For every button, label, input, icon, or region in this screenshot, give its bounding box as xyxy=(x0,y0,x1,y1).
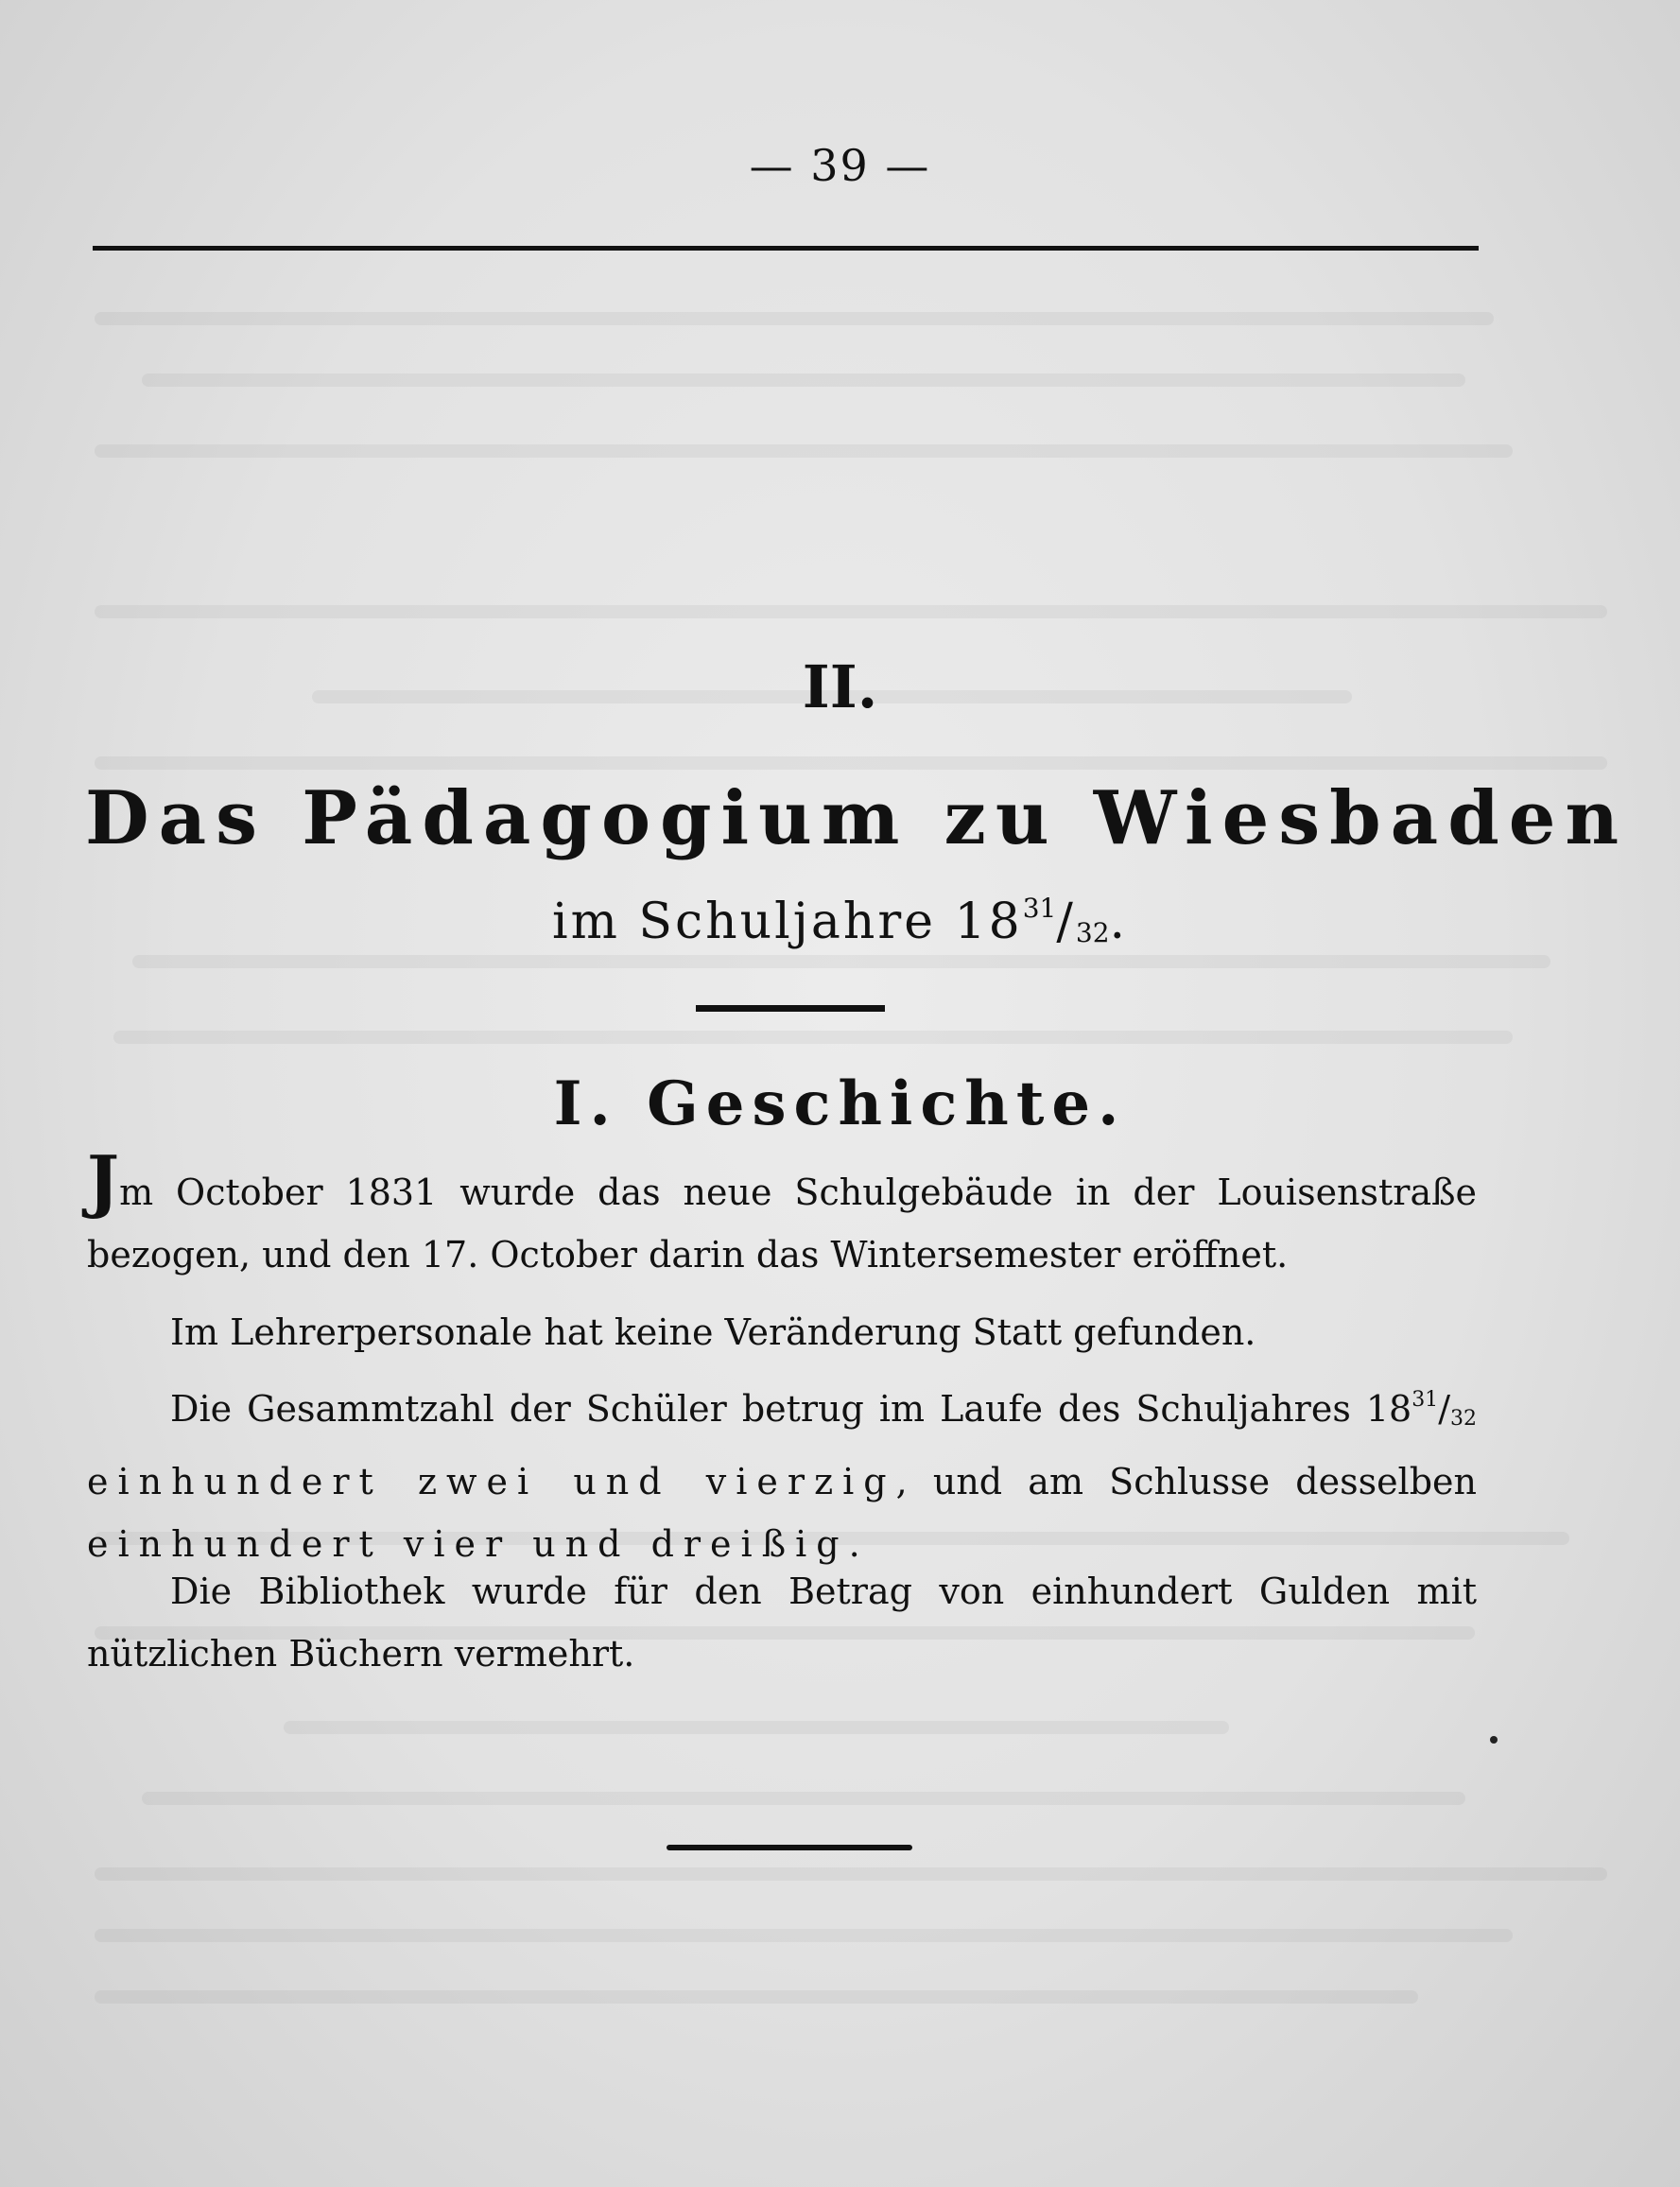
bleed-through-line xyxy=(284,1721,1229,1734)
paragraph-3-spaced-2: einhundert vier und dreißig xyxy=(87,1523,849,1565)
subtitle-slash: / xyxy=(1056,894,1076,950)
bleed-through-line xyxy=(113,1031,1513,1044)
paragraph-2: Im Lehrerpersonale hat keine Veränderung Statt gefunden. xyxy=(170,1311,1256,1353)
paragraph-3 xyxy=(87,1369,1477,1575)
drop-cap: J xyxy=(87,1140,120,1221)
bleed-through-line xyxy=(95,312,1494,325)
paragraph-3-c: , und am Schlusse desselben xyxy=(895,1461,1477,1502)
title-divider xyxy=(696,1005,885,1012)
paragraph-3-spaced-1: einhundert zwei und vierzig xyxy=(87,1461,896,1502)
bleed-through-line xyxy=(95,605,1607,618)
paragraph-4: Die Bibliothek wurde für den Betrag von einhundert Gulden mit nützlichen Büchern vermehrt. xyxy=(87,1571,1477,1675)
subtitle-year-sup: 31 xyxy=(1022,893,1057,924)
ink-speck xyxy=(1490,1736,1498,1744)
paragraph-3-sub: 32 xyxy=(1450,1407,1477,1431)
bleed-through-line xyxy=(142,1792,1465,1805)
paragraph-3-d: . xyxy=(848,1523,860,1565)
page-number: — 39 — xyxy=(749,140,931,191)
paragraph-3-a: Die Gesammtzahl der Schüler betrug im Laufe des Schuljahres 18 xyxy=(170,1388,1412,1430)
section-number: II. xyxy=(802,652,878,721)
bleed-through-line xyxy=(95,1929,1513,1942)
bleed-through-line xyxy=(95,756,1607,770)
page-title: Das Pädagogium zu Wiesbaden xyxy=(85,775,1629,861)
paragraph-3-slash: / xyxy=(1438,1388,1450,1430)
paragraph-1 xyxy=(87,1140,1477,1286)
bleed-through-line xyxy=(142,373,1465,387)
paragraph-1-text: m October 1831 wurde das neue Schulgebäude in der Louisenstraße bezogen, und den 17. October darin das Wintersemester eröffnet. xyxy=(87,1172,1477,1276)
bleed-through-line xyxy=(95,1990,1418,2004)
subtitle-suffix: . xyxy=(1109,894,1129,950)
bleed-through-line xyxy=(132,955,1550,968)
footer-rule xyxy=(667,1845,912,1850)
section-heading: I. Geschichte. xyxy=(553,1068,1127,1139)
bleed-through-line xyxy=(95,1867,1607,1881)
header-rule xyxy=(93,246,1479,251)
subtitle-year-sub: 32 xyxy=(1075,917,1110,948)
page-subtitle xyxy=(0,893,1680,950)
bleed-through-line xyxy=(95,444,1513,458)
paragraph-3-sup: 31 xyxy=(1412,1388,1439,1412)
subtitle-prefix: im Schuljahre 18 xyxy=(551,894,1023,950)
